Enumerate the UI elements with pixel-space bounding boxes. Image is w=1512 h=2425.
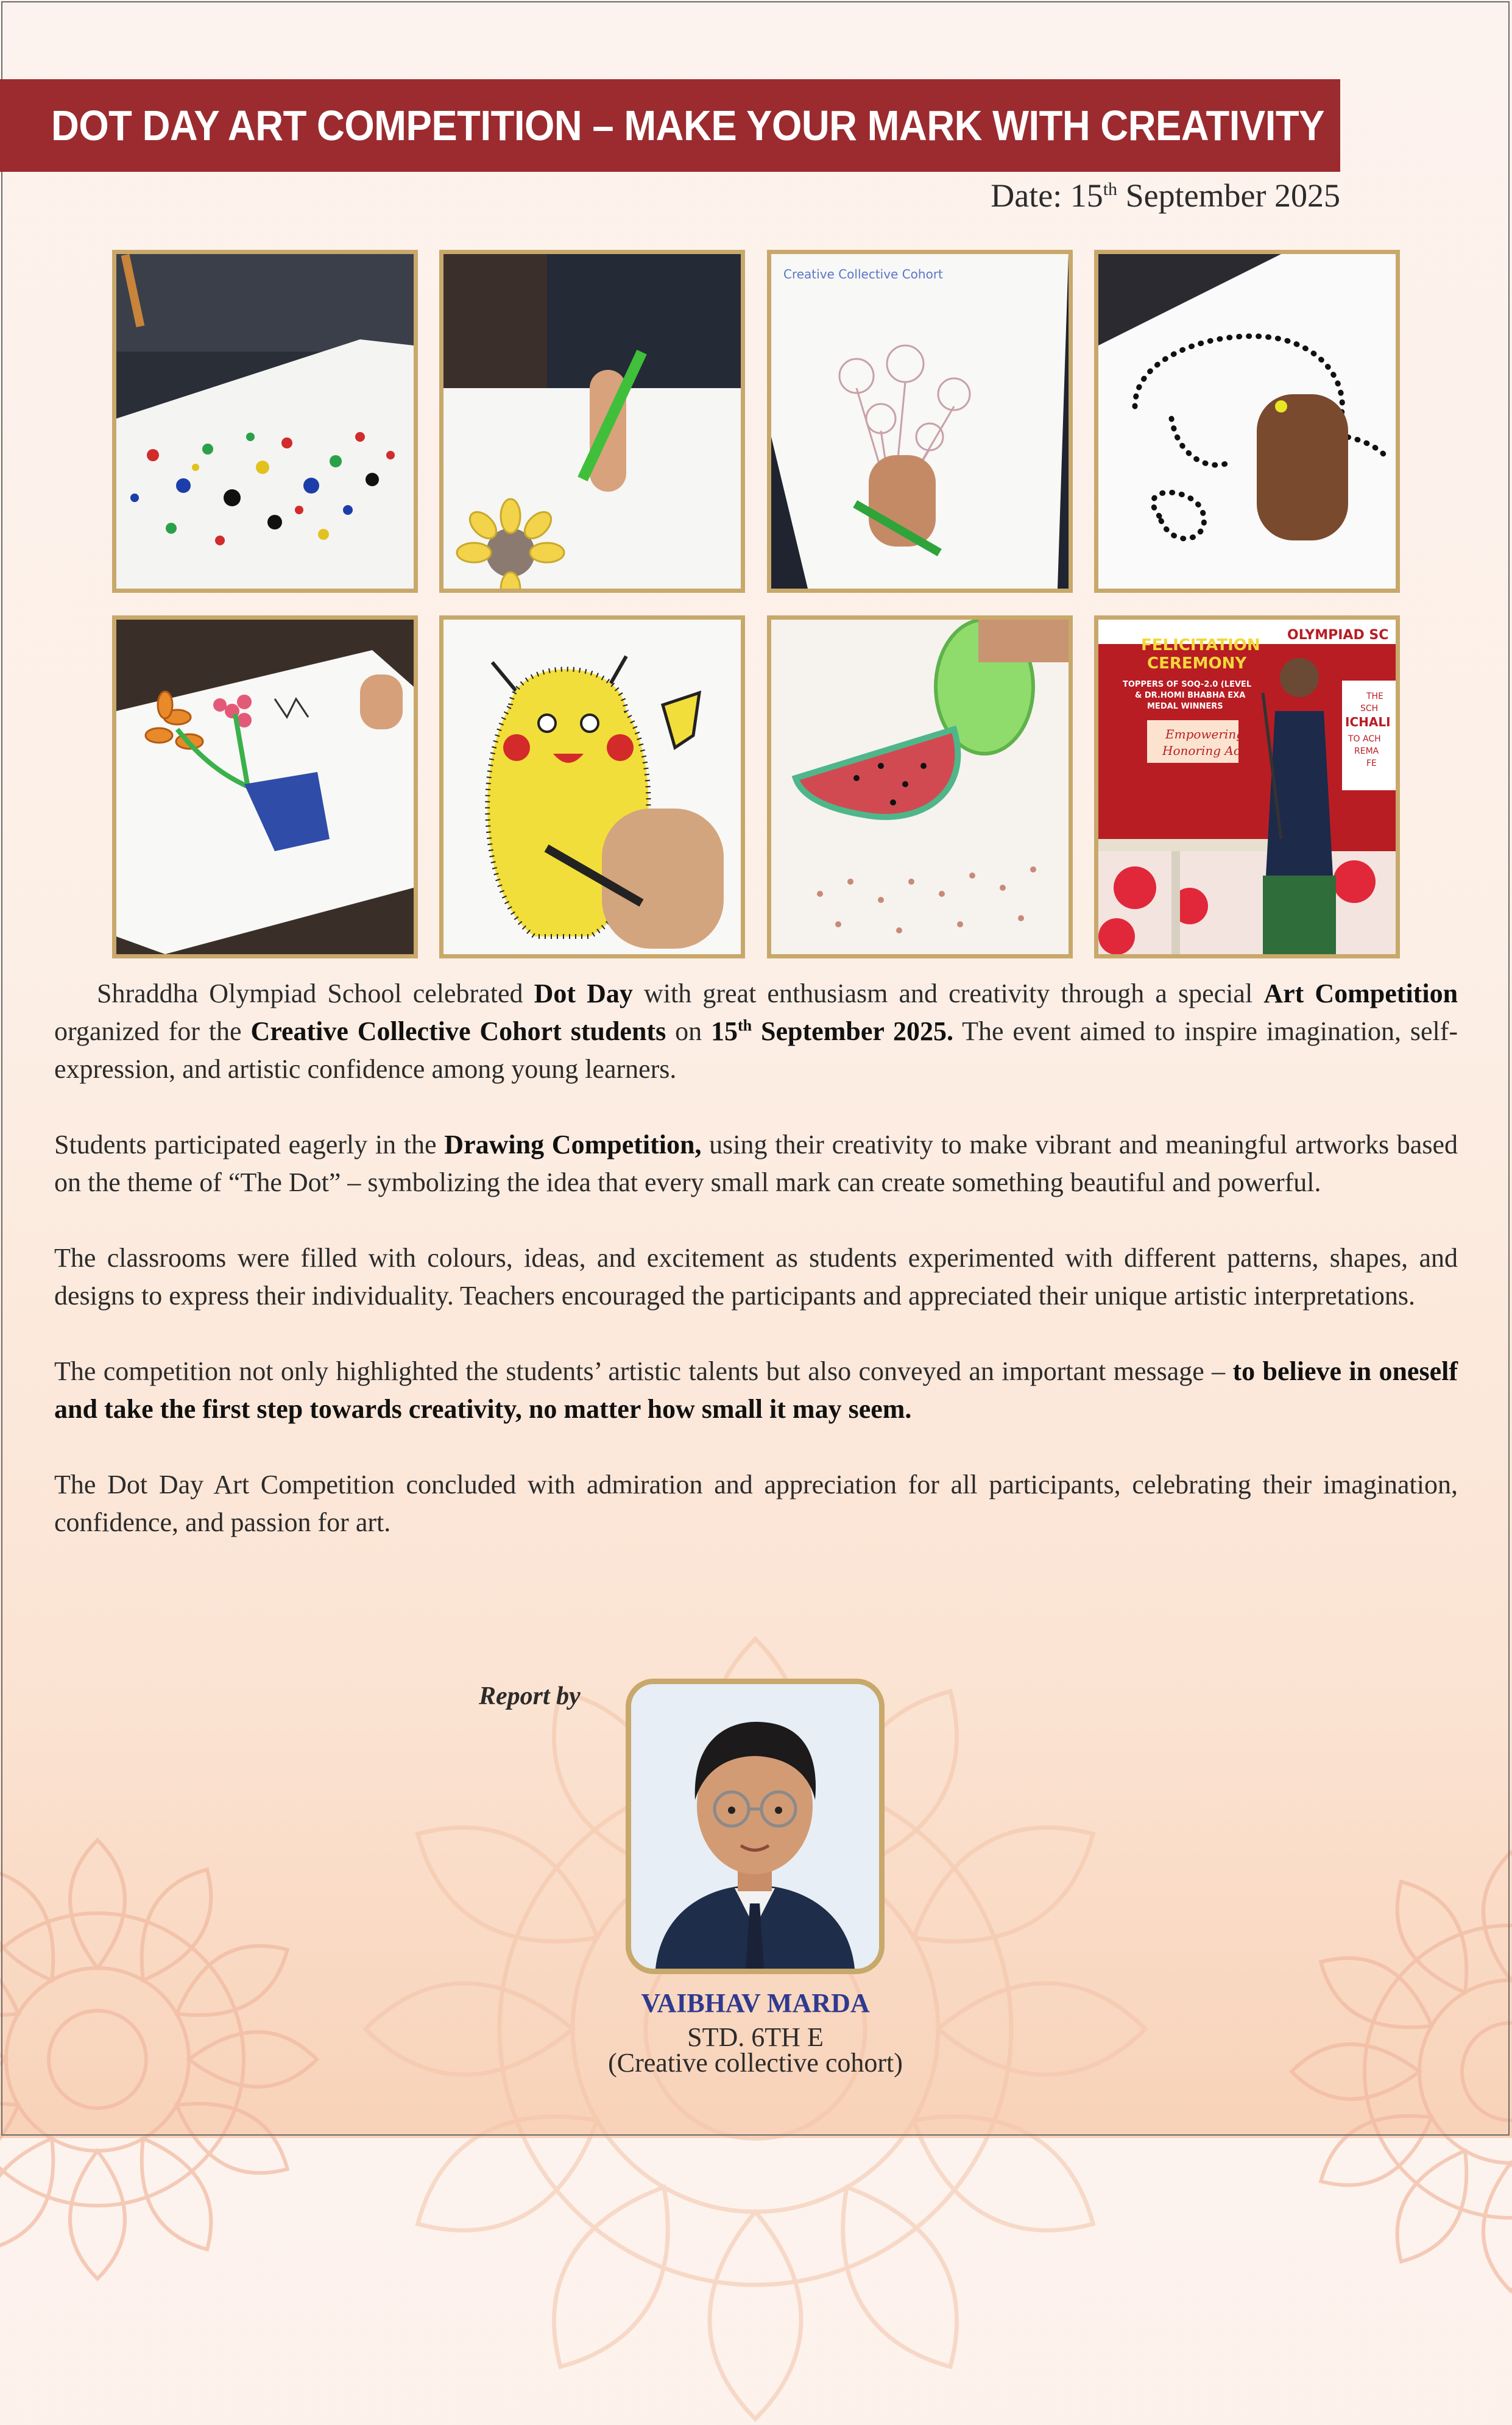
sheet-label: Creative Collective Cohort [783,267,943,281]
felicitation-ceremony-photo [1094,615,1400,958]
banner-text-1: FELICITATION [1141,636,1260,654]
banner-text-5: MEDAL WINNERS [1147,702,1223,711]
banner-text-3: TOPPERS OF SOQ-2.0 (LEVEL [1123,680,1252,689]
sunflower-drawing-photo [439,250,745,593]
banner-school-text: OLYMPIAD SC [1287,628,1389,643]
side-text-1: THE [1366,692,1383,701]
reporter-cohort: (Creative collective cohort) [608,2048,903,2078]
side-text-3: ICHALI [1345,715,1391,729]
event-date: Date: 15th September 2025 [991,177,1340,214]
banner-text-7: Honoring Ac [1162,743,1241,758]
side-text-4: TO ACH [1348,734,1381,744]
banner-text-4: & DR.HOMI BHABHA EXA [1135,691,1246,700]
paragraph-2: Students participated eagerly in the Drawing Competition, using their creativity to make vibrant and meaningful artworks based on the theme of “The Dot” – symbolizing the idea that every small mark can create something beautiful and powerful. [54,1130,1458,1197]
side-text-5: REMA [1354,746,1379,756]
flower-sketch-photo [767,250,1073,593]
paragraph-4: The competition not only highlighted the students’ artistic talents but also conveyed an important message – to believe in oneself and take the first step towards creativity, no matter how small it may seem. [54,1356,1458,1424]
side-text-2: SCH [1360,704,1379,713]
paint-splatter-photo [112,250,418,593]
banner-text-6: Empowering [1165,727,1245,742]
side-text-6: FE [1366,759,1377,768]
banner-text-2: CEREMONY [1147,654,1247,673]
report-by-label: Report by [479,1682,581,1710]
paragraph-1: Shraddha Olympiad School celebrated Dot Day with great enthusiasm and creativity through a special Art Competition organized for the Creative Collective Cohort students on 15th September 2025. The event aimed to inspire imagination, self-expression, and artistic confidence among young learners. [54,979,1458,1084]
watermelon-drawing-photo [767,615,1073,958]
photo-grid [112,250,1401,958]
flower-vase-photo [112,615,418,958]
title-banner [0,79,1340,172]
page-title: DOT DAY ART COMPETITION – MAKE YOUR MARK WITH CREATIVITY [51,102,1325,149]
reporter-photo [626,1679,885,1974]
paragraph-3: The classrooms were filled with colours, ideas, and excitement as students experimented with different patterns, shapes, and designs to express their individuality. Teachers encouraged the participants and appreciated their unique artistic interpretations. [54,1243,1458,1311]
paragraph-5: The Dot Day Art Competition concluded with admiration and appreciation for all participants, celebrating their imagination, confidence, and passion for art. [54,1470,1458,1537]
reporter-class: STD. 6TH E [687,2022,824,2052]
report-body [54,975,1458,1579]
dotted-elephant-photo [1094,250,1400,593]
reporter-name: VAIBHAV MARDA [641,1988,870,2018]
pikachu-drawing-photo [439,615,745,958]
